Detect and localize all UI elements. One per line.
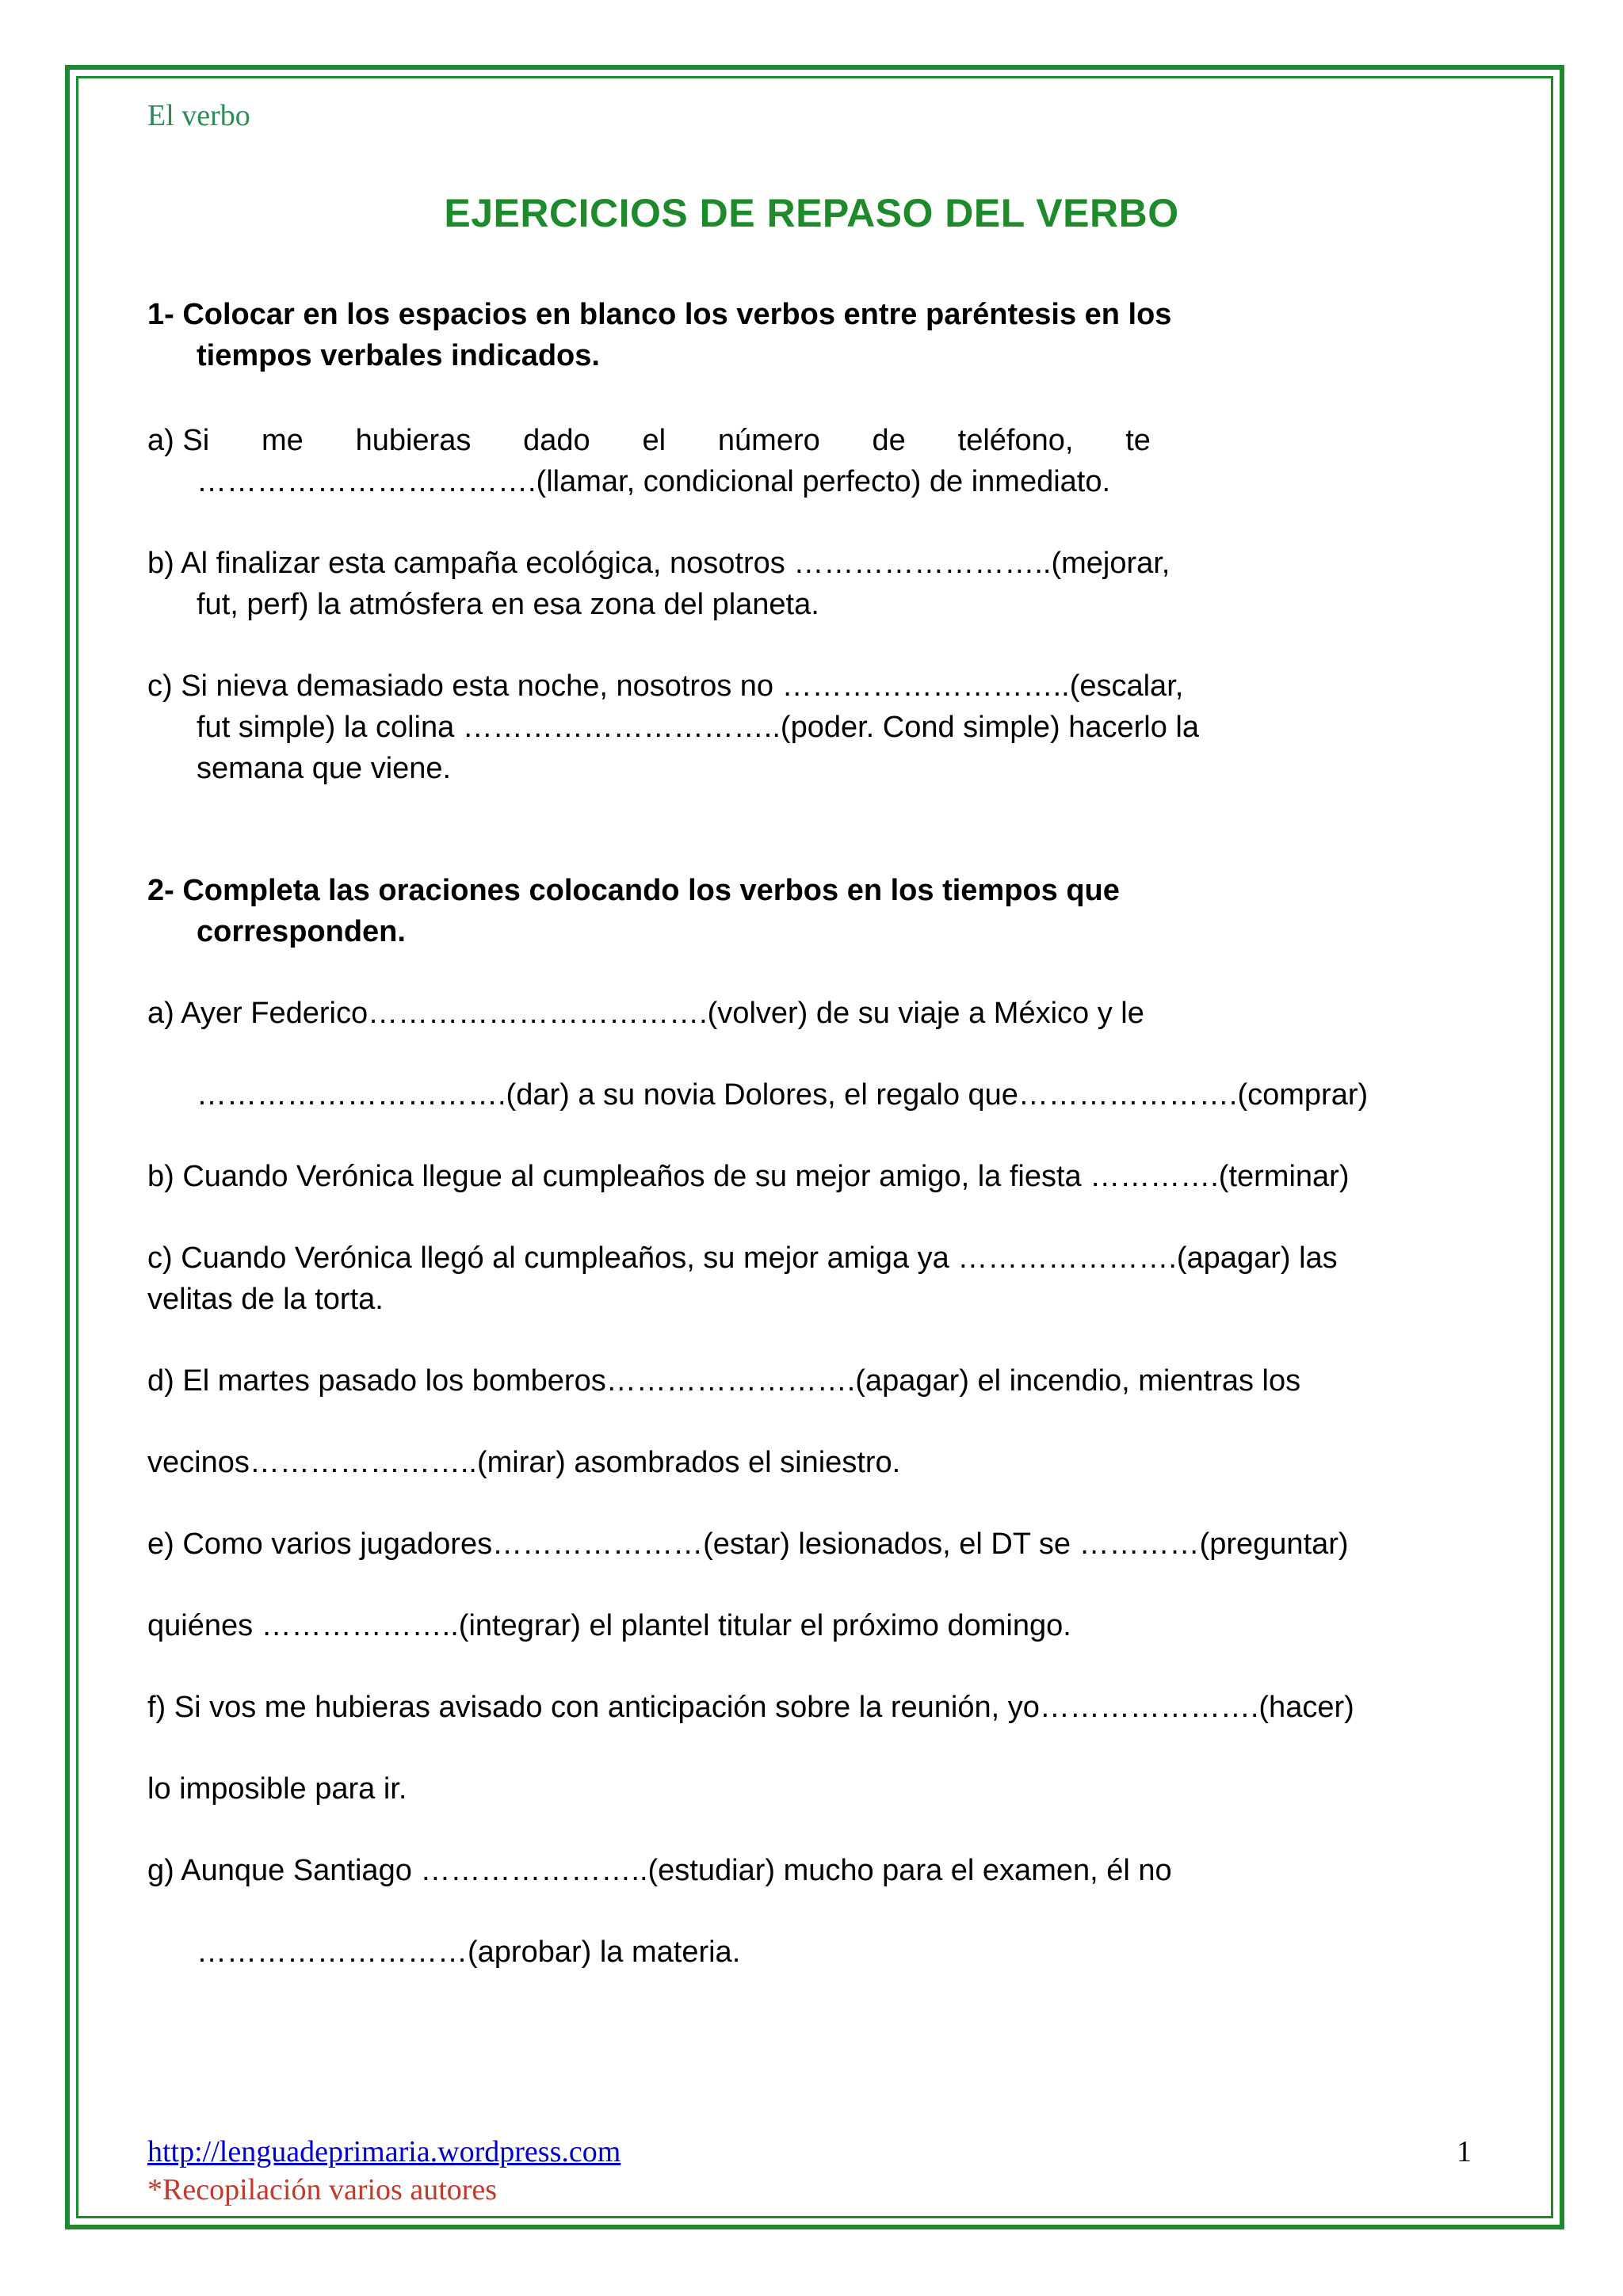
exercise2-c-line1: c) Cuando Verónica llegó al cumpleaños, su mejor amiga ya ………………….(apagar) las [147,1241,1338,1275]
running-head: El verbo [147,99,250,132]
exercise1-a-word: te [1125,424,1151,457]
exercise2-c-line2: velitas de la torta. [147,1283,384,1316]
exercise2-e-line1: e) Como varios jugadores…………………(estar) lesionados, el DT se …………(preguntar) [147,1527,1349,1561]
exercise2-a-line1: a) Ayer Federico…………………………….(volver) de su viaje a México y le [147,997,1144,1030]
exercise2-f-line1: f) Si vos me hubieras avisado con anticipación sobre la reunión, yo………………….(hacer) [147,1691,1354,1724]
page-title: EJERCICIOS DE REPASO DEL VERBO [444,191,1179,235]
exercise1-a-word: el [642,424,666,457]
footer-note: *Recopilación varios autores [147,2173,498,2206]
exercise1-a-line2: …………………………….(llamar, condicional perfecto) de inmediato. [197,465,1111,498]
exercise2-d-line1: d) El martes pasado los bomberos…………………….(apagar) el incendio, mientras los [147,1364,1301,1398]
exercise2-e-line2: quiénes ………………..(integrar) el plantel titular el próximo domingo. [147,1609,1071,1642]
exercise1-a-word: me [261,424,304,457]
exercise1-a-word: número [717,424,820,457]
exercise1-heading-line1: 1- Colocar en los espacios en blanco los verbos entre paréntesis en los [147,298,1172,331]
footer-website-link[interactable]: http://lenguadeprimaria.wordpress.com [147,2135,621,2168]
exercise1-a-word: hubieras [355,424,472,457]
exercise2-g-line2: ………………………(aprobar) la materia. [197,1936,741,1969]
exercise2-b-line1: b) Cuando Verónica llegue al cumpleaños de su mejor amigo, la fiesta ………….(terminar) [147,1160,1350,1193]
exercise1-a-word: a) Si [147,424,210,457]
exercise1-a-word: de [872,424,906,457]
exercise1-c-line3: semana que viene. [197,752,452,785]
exercise2-d-line2: vecinos…………………..(mirar) asombrados el siniestro. [147,1446,901,1479]
exercise2-a-line2: ………………………….(dar) a su novia Dolores, el regalo que………………….(comprar) [197,1078,1369,1112]
exercise2-g-line1: g) Aunque Santiago …………………..(estudiar) mucho para el examen, él no [147,1854,1172,1887]
page-number: 1 [1457,2135,1472,2168]
exercise1-b-line1: b) Al finalizar esta campaña ecológica, nosotros ……………………..(mejorar, [147,547,1170,580]
exercise2-heading-line2: corresponden. [197,915,406,948]
exercise1-b-line2: fut, perf) la atmósfera en esa zona del planeta. [197,588,819,621]
exercise1-c-line2: fut simple) la colina …………………………..(poder. Cond simple) hacerlo la [197,711,1199,744]
exercise1-heading-line2: tiempos verbales indicados. [197,339,600,372]
exercise1-c-line1: c) Si nieva demasiado esta noche, nosotros no ………………………..(escalar, [147,669,1184,703]
exercise1-a-word: teléfono, [957,424,1074,457]
exercise2-f-line2: lo imposible para ir. [147,1772,407,1806]
exercise1-a-line1 [147,425,1151,456]
exercise1-a-word: dado [523,424,590,457]
exercise2-heading-line1: 2- Completa las oraciones colocando los verbos en los tiempos que [147,874,1120,907]
